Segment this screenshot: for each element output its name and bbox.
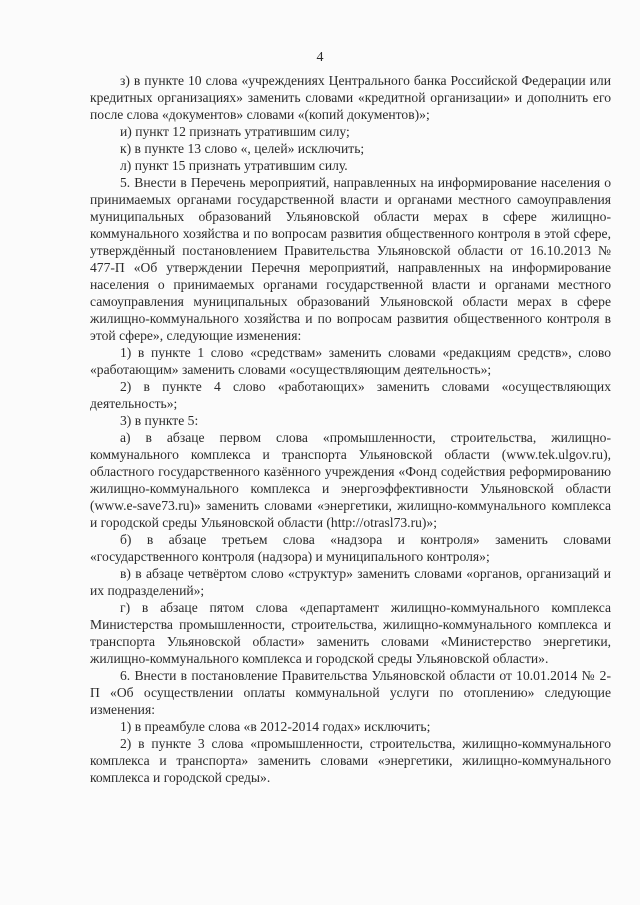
paragraph-item-i: и) пункт 12 признать утратившим силу;	[120, 124, 350, 139]
paragraph-item-l: л) пункт 15 признать утратившим силу.	[120, 158, 348, 173]
document-body	[90, 72, 611, 786]
paragraph-section-5-item-2: 2) в пункте 4 слово «работающих» заменить словами «осуществляющих деятельность»;	[90, 379, 611, 411]
paragraph-section-6-item-2: 2) в пункте 3 слова «промышленности, строительства, жилищно-коммунального комплекса и транспорта» заменить словами «энергетики, жилищно-коммунального комплекса и городской среды».	[90, 736, 611, 785]
paragraph-section-5-item-1: 1) в пункте 1 слово «средствам» заменить словами «редакциям средств», слово «работающим» заменить словами «осуществляющим деятельность»;	[90, 345, 611, 377]
paragraph-section-5: 5. Внести в Перечень мероприятий, направленных на информирование населения о принимаемых органами государственной власти и органами местного самоуправления муниципальных образований Ульяновской области мерах в сфере жилищно-коммунального хозяйства и по вопросам развития общественного контроля в этой сфере, утверждённый постановлением Правительства Ульяновской области от 16.10.2013 № 477-П «Об утверждении Перечня мероприятий, направленных на информирование населения о принимаемых органами государственной власти и органами местного самоуправления муниципальных образований Ульяновской области мерах в сфере жилищно-коммунального хозяйства и по вопросам развития общественного контроля в этой сфере», следующие изменения:	[90, 175, 611, 343]
paragraph-section-5-item-3v: в) в абзаце четвёртом слово «структур» заменить словами «органов, организаций и их подразделений»;	[90, 566, 611, 598]
paragraph-item-z: з) в пункте 10 слова «учреждениях Центрального банка Российской Федерации или кредитных организациях» заменить словами «кредитной организации» и дополнить его после слова «документов» словами «(копий документов)»;	[90, 73, 611, 122]
paragraph-section-5-item-3: 3) в пункте 5:	[120, 413, 199, 428]
page-number: 4	[316, 50, 324, 65]
paragraph-section-6: 6. Внести в постановление Правительства Ульяновской области от 10.01.2014 № 2-П «Об осуществлении оплаты коммунальной услуги по отоплению» следующие изменения:	[90, 668, 611, 717]
paragraph-section-5-item-3g: г) в абзаце пятом слова «департамент жилищно-коммунального комплекса Министерства промышленности, строительства, жилищно-коммунального комплекса и транспорта Ульяновской области» заменить словами «Министерство энергетики, жилищно-коммунального комплекса и городской среды Ульяновской области».	[90, 600, 611, 666]
paragraph-section-5-item-3b: б) в абзаце третьем слова «надзора и контроля» заменить словами «государственного контроля (надзора) и муниципального контроля»;	[90, 532, 611, 564]
paragraph-item-k: к) в пункте 13 слово «, целей» исключить;	[120, 141, 365, 156]
paragraph-section-5-item-3a: а) в абзаце первом слова «промышленности, строительства, жилищно-коммунального комплекса и транспорта Ульяновской области (www.tek.ulgov.ru), областного государственного казённого учреждения «Фонд содействия реформированию жилищно-коммунального комплекса и энергоэффективности Ульяновской области (www.e-save73.ru)» заменить словами «энергетики, жилищно-коммунального комплекса и городской среды Ульяновской области (http://otrasl73.ru)»;	[90, 430, 611, 530]
paragraph-section-6-item-1: 1) в преамбуле слова «в 2012-2014 годах» исключить;	[120, 719, 431, 734]
